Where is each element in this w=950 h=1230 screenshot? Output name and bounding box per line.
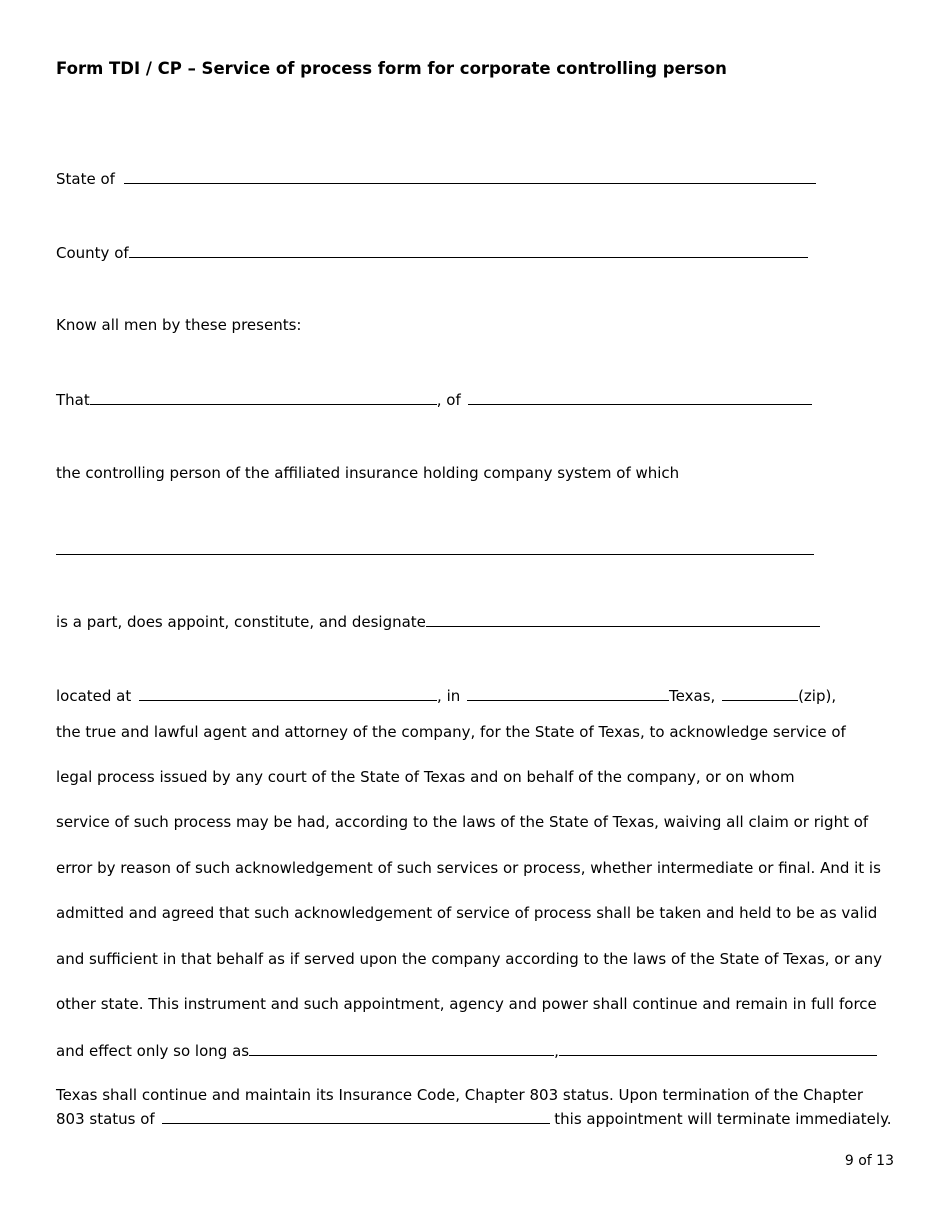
know-all-men-text: Know all men by these presents:: [56, 316, 302, 334]
effect-line: [56, 1040, 877, 1061]
state-of-blank[interactable]: [124, 168, 816, 184]
effect-text: and effect only so long as: [56, 1042, 250, 1060]
status-of-label: 803 status of: [56, 1110, 155, 1128]
that-of-blank[interactable]: [468, 389, 812, 405]
body-line: error by reason of such acknowledgement of such services or process, whether intermediate or final. And it is: [56, 859, 881, 877]
effect-comma: ,: [554, 1042, 559, 1060]
county-of-blank[interactable]: [129, 242, 808, 258]
state-of-label: State of: [56, 170, 115, 188]
zip-label: (zip),: [798, 687, 837, 705]
agent-name-blank[interactable]: [426, 611, 820, 627]
controlling-person-text: the controlling person of the affiliated insurance holding company system of which: [56, 464, 680, 482]
that-line: [56, 389, 812, 410]
that-label: That: [56, 391, 90, 409]
zip-blank[interactable]: [722, 685, 798, 701]
body-line: other state. This instrument and such appointment, agency and power shall continue and remain in full force: [56, 995, 877, 1013]
of-label: , of: [436, 391, 461, 409]
effect-blank-2[interactable]: [559, 1040, 877, 1056]
terminate-text: this appointment will terminate immediately.: [554, 1110, 892, 1128]
located-at-label: located at: [56, 687, 132, 705]
texas-label: Texas,: [669, 687, 716, 705]
that-name-blank[interactable]: [90, 389, 437, 405]
status-of-blank[interactable]: [162, 1108, 550, 1124]
body-line: and sufficient in that behalf as if served upon the company according to the laws of the State of Texas, or any: [56, 950, 882, 968]
body-line: the true and lawful agent and attorney of the company, for the State of Texas, to acknowledge service of: [56, 723, 846, 741]
state-of-line: [56, 168, 816, 189]
page-number: 9 of 13: [844, 1153, 894, 1169]
body-line: service of such process may be had, according to the laws of the State of Texas, waiving all claim or right of: [56, 813, 869, 831]
body-line: legal process issued by any court of the State of Texas and on behalf of the company, or on whom: [56, 768, 795, 786]
located-at-line: [56, 685, 836, 706]
holding-company-blank[interactable]: [56, 539, 814, 555]
county-of-line: [56, 242, 808, 263]
appoint-line: [56, 611, 820, 632]
body-line: admitted and agreed that such acknowledgement of service of process shall be taken and held to be as valid: [56, 904, 878, 922]
effect-blank-1[interactable]: [249, 1040, 554, 1056]
address-blank[interactable]: [139, 685, 437, 701]
appoint-text: is a part, does appoint, constitute, and designate: [56, 613, 426, 631]
in-label: , in: [437, 687, 461, 705]
status-of-line: [56, 1108, 892, 1129]
city-blank[interactable]: [467, 685, 669, 701]
chapter-text: Texas shall continue and maintain its Insurance Code, Chapter 803 status. Upon termination of the Chapter: [56, 1086, 864, 1104]
holding-company-line: [56, 539, 814, 560]
form-title: Form TDI / CP – Service of process form for corporate controlling person: [56, 59, 727, 78]
county-of-label: County of: [56, 244, 129, 262]
